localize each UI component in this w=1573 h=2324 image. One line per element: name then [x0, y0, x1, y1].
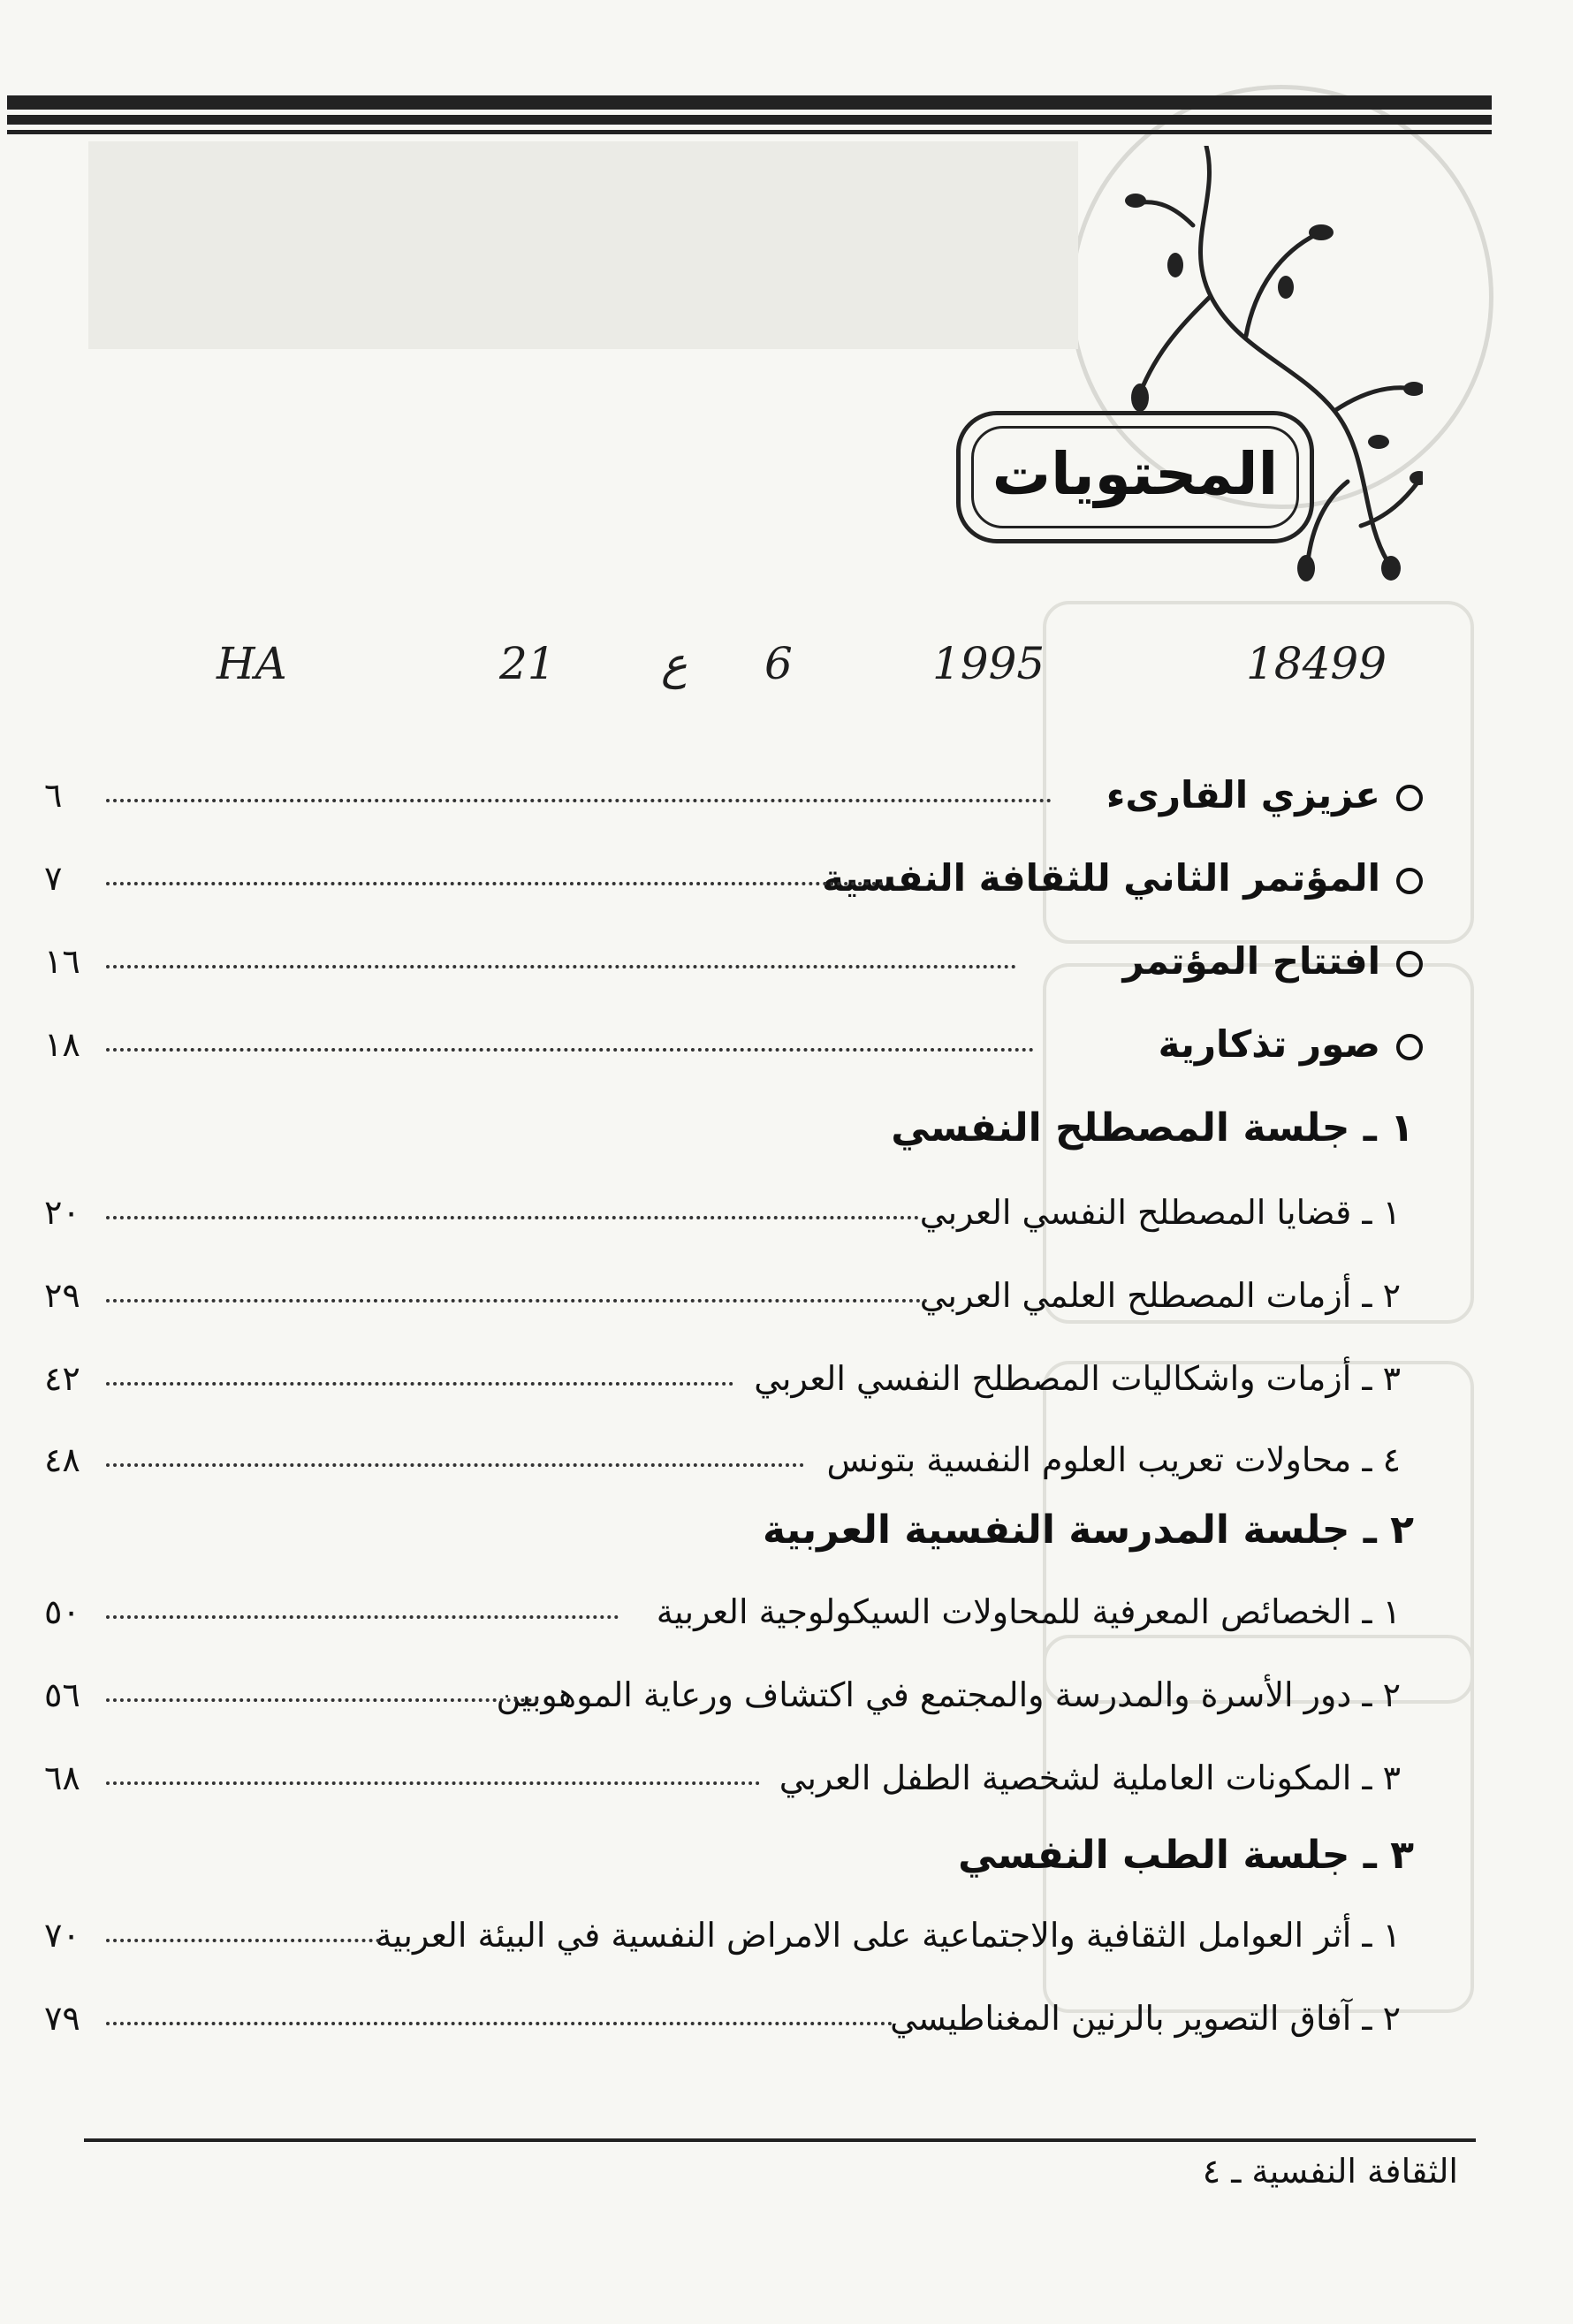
- toc-page-number: ٢٩: [44, 1276, 80, 1315]
- toc-entry-label: ٢ ـ دور الأسرة والمدرسة والمجتمع في اكتشاف ورعاية الموهوبين: [496, 1675, 1401, 1714]
- toc-entry: [35, 1016, 1423, 1078]
- toc-page-number: ٥٠: [44, 1592, 80, 1631]
- title-plaque: [956, 411, 1314, 543]
- toc-entry: [35, 1432, 1423, 1493]
- toc-entry-label: ١ ـ قضايا المصطلح النفسي العربي: [919, 1193, 1401, 1232]
- toc-page-number: ١٨: [44, 1025, 80, 1064]
- toc-entry: [35, 1907, 1423, 1969]
- leader-dots: [106, 799, 1052, 802]
- leader-dots: [106, 1299, 928, 1303]
- toc-page-number: ١٦: [44, 942, 80, 981]
- leader-dots: [106, 1216, 919, 1219]
- toc-entry: [35, 1990, 1423, 2052]
- toc-entry: [35, 1184, 1423, 1246]
- toc-entry-label: ١ ـ أثر العوامل الثقافية والاجتماعية على الامراض النفسية في البيئة العربية: [375, 1916, 1401, 1955]
- handwritten-pages: ع: [661, 638, 688, 689]
- toc-entry: [35, 1584, 1423, 1645]
- toc-page-number: ٤٢: [44, 1359, 80, 1398]
- toc-entry-label: [822, 850, 1423, 907]
- leader-dots: [106, 1048, 1034, 1052]
- handwritten-issue: 6: [764, 638, 793, 689]
- handwritten-volume: 21: [499, 638, 556, 689]
- footer-rule: [84, 2138, 1476, 2142]
- toc-entry-text: صور تذكارية: [1158, 1022, 1380, 1066]
- leader-dots: [106, 882, 884, 885]
- toc-page-number: ٦: [44, 776, 63, 815]
- toc-entry-text: عزيزي القارىء: [1106, 773, 1380, 816]
- toc-page-number: ٧٩: [44, 1999, 80, 2038]
- toc-entry: [35, 933, 1423, 995]
- toc-page-number: ٧: [44, 859, 63, 898]
- circle-bullet-icon: [1396, 1034, 1423, 1060]
- header-rule: [7, 130, 1492, 134]
- page-title: المحتويات: [992, 440, 1279, 508]
- handwritten-year: 1995: [932, 638, 1045, 689]
- toc-page-number: ٢٠: [44, 1193, 80, 1232]
- circle-bullet-icon: [1396, 951, 1423, 977]
- toc-entry-text: افتتاح المؤتمر: [1122, 939, 1380, 983]
- leader-dots: [106, 1698, 539, 1702]
- toc-entry-label: ٢ ـ آفاق التصوير بالرنين المغناطيسي: [890, 1999, 1401, 2038]
- toc-entry: [35, 1350, 1423, 1412]
- section-heading: ٢ ـ جلسة المدرسة النفسية العربية: [762, 1508, 1414, 1553]
- leader-dots: [106, 1382, 733, 1386]
- toc-page-number: ٦٨: [44, 1758, 80, 1797]
- section-heading: ٣ ـ جلسة الطب النفسي: [958, 1833, 1414, 1878]
- toc-entry-label: [1122, 933, 1423, 990]
- toc-entry: [35, 1667, 1423, 1728]
- toc-entry-label: ١ ـ الخصائص المعرفية للمحاولات السيكولوجية العربية: [656, 1592, 1401, 1631]
- toc-page-number: ٤٨: [44, 1440, 80, 1479]
- circle-bullet-icon: [1396, 785, 1423, 811]
- leader-dots: [106, 2022, 893, 2025]
- toc-entry-label: ٤ ـ محاولات تعريب العلوم النفسية بتونس: [826, 1440, 1401, 1479]
- footer-text: الثقافة النفسية ـ ٤: [1202, 2152, 1458, 2191]
- leader-dots: [106, 1615, 619, 1619]
- toc-entry-label: [1106, 767, 1423, 824]
- toc-entry-label: [1159, 1016, 1423, 1073]
- toc-page-number: ٥٦: [44, 1675, 80, 1714]
- background-masthead-shape: [88, 141, 1078, 349]
- handwritten-number: 18499: [1246, 638, 1387, 689]
- toc-entry: [35, 1750, 1423, 1811]
- header-rule: [7, 95, 1492, 110]
- leader-dots: [106, 1781, 760, 1785]
- leader-dots: [106, 1939, 380, 1942]
- handwritten-code: HA: [217, 638, 287, 689]
- toc-entry: [35, 767, 1423, 829]
- toc-entry-label: ٢ ـ أزمات المصطلح العلمي العربي: [919, 1276, 1401, 1315]
- leader-dots: [106, 965, 1016, 968]
- toc-entry-label: ٣ ـ المكونات العاملية لشخصية الطفل العربي: [779, 1758, 1401, 1797]
- toc-page-number: ٧٠: [44, 1916, 80, 1955]
- toc-entry-text: المؤتمر الثاني للثقافة النفسية: [822, 856, 1380, 900]
- leader-dots: [106, 1463, 804, 1467]
- toc-entry-label: ٣ ـ أزمات واشكاليات المصطلح النفسي العربي: [754, 1359, 1401, 1398]
- header-rule: [7, 115, 1492, 125]
- toc-entry: [35, 850, 1423, 912]
- section-heading: ١ ـ جلسة المصطلح النفسي: [891, 1105, 1414, 1151]
- circle-bullet-icon: [1396, 868, 1423, 894]
- toc-entry: [35, 1267, 1423, 1329]
